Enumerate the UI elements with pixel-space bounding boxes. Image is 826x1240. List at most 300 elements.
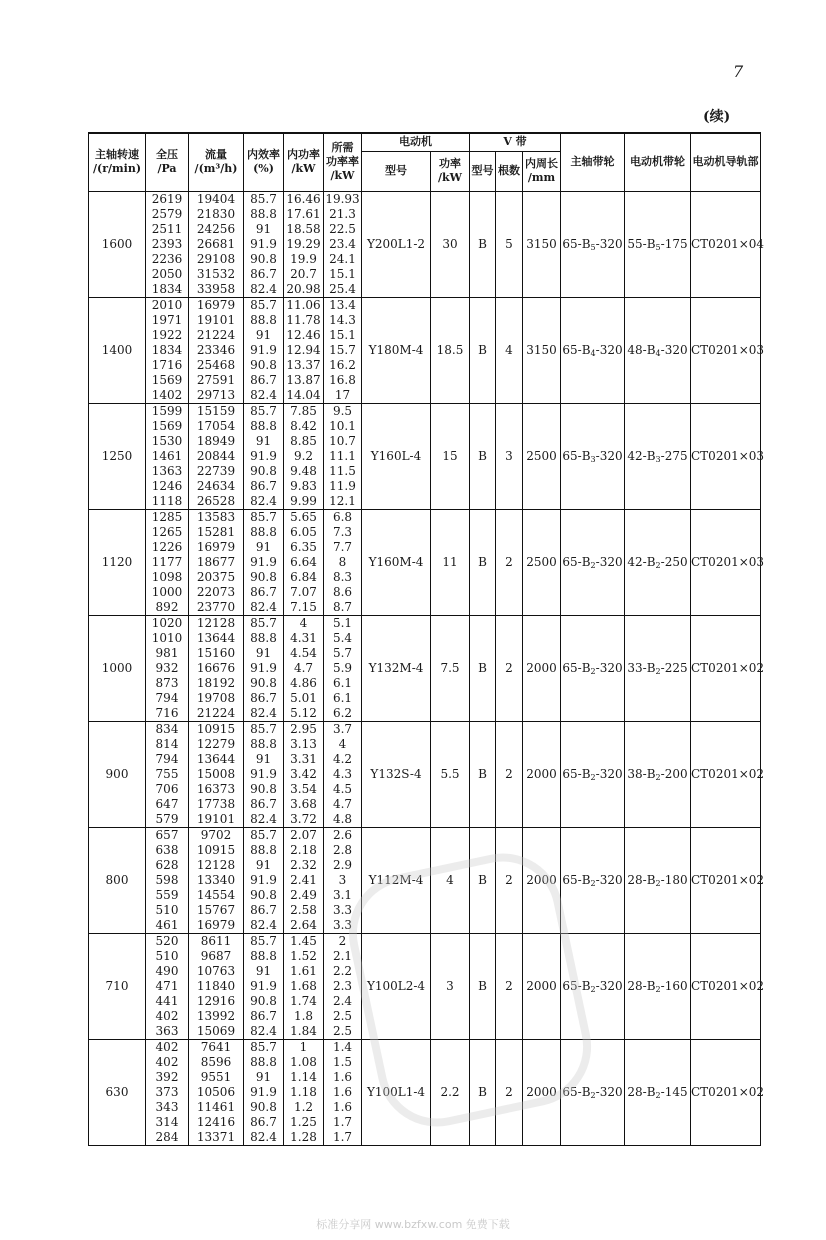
required-power-cell-value: 2.4 — [332, 993, 353, 1008]
required-power-cell-value: 25.4 — [329, 281, 356, 296]
motor-pulley-cell-prefix: 28-B — [627, 978, 656, 993]
flow-cell — [189, 191, 244, 297]
spindle-pulley-cell-prefix: 65-B — [562, 872, 591, 887]
flow-cell-value: 15008 — [196, 766, 236, 781]
internal-power-cell-value: 13.37 — [286, 357, 321, 372]
required-power-cell-value: 10.1 — [329, 418, 356, 433]
internal-power-cell-value: 1.68 — [290, 978, 317, 993]
flow-cell — [189, 933, 244, 1039]
pressure-cell-value: 471 — [155, 978, 179, 993]
fan-spec-table — [88, 132, 765, 1146]
vbelt-type-cell: B — [470, 1039, 496, 1145]
internal-power-cell — [284, 297, 324, 403]
flow-cell-value: 9551 — [200, 1069, 232, 1084]
vbelt-type-cell: B — [470, 827, 496, 933]
efficiency-cell-value: 88.8 — [250, 1054, 277, 1069]
pressure-cell-value: 402 — [155, 1054, 179, 1069]
pressure-cell — [146, 615, 189, 721]
flow-cell — [189, 1039, 244, 1145]
page-number: 7 — [733, 62, 744, 81]
efficiency-cell — [244, 509, 284, 615]
flow-cell — [189, 721, 244, 827]
table-row — [89, 1039, 761, 1145]
internal-power-cell-value: 20.98 — [286, 281, 321, 296]
flow-cell-value: 13644 — [196, 751, 236, 766]
pressure-cell-value: 1363 — [151, 463, 183, 478]
spindle-pulley-cell-suffix: -320 — [595, 236, 623, 251]
header-pressure: 全压 /Pa — [146, 133, 189, 191]
pressure-cell — [146, 191, 189, 297]
vbelt-type-cell: B — [470, 509, 496, 615]
motor-model-cell: Y112M-4 — [362, 827, 431, 933]
pressure-cell — [146, 721, 189, 827]
vbelt-length-cell: 2500 — [523, 509, 561, 615]
internal-power-cell-value: 6.84 — [290, 569, 317, 584]
header-vbelt-count: 根数 — [496, 151, 523, 191]
required-power-cell-value: 16.8 — [329, 372, 356, 387]
motor-rail-cell: CT0201×04 — [691, 191, 761, 297]
flow-cell-value: 12916 — [196, 993, 236, 1008]
pressure-cell-value: 284 — [155, 1129, 179, 1144]
efficiency-cell-value: 86.7 — [250, 478, 277, 493]
efficiency-cell-value: 82.4 — [250, 387, 277, 402]
spindle-pulley-cell-prefix: 65-B — [562, 554, 591, 569]
efficiency-cell-value: 82.4 — [250, 281, 277, 296]
pressure-cell-value: 402 — [155, 1008, 179, 1023]
internal-power-cell-value: 11.06 — [286, 297, 321, 312]
flow-cell-value: 26681 — [196, 236, 236, 251]
header-internal-power: 内功率 /kW — [284, 133, 324, 191]
required-power-cell-value: 4.5 — [332, 781, 353, 796]
flow-cell — [189, 509, 244, 615]
internal-power-cell-value: 7.07 — [290, 584, 317, 599]
spindle-pulley-cell-suffix: -320 — [595, 766, 623, 781]
pressure-cell-value: 794 — [155, 690, 179, 705]
flow-cell-value: 19708 — [196, 690, 236, 705]
motor-power-cell: 3 — [431, 933, 470, 1039]
required-power-cell-value: 2 — [338, 933, 347, 948]
efficiency-cell — [244, 297, 284, 403]
header-motor-group: 电动机 — [362, 133, 470, 151]
spindle-pulley-cell-subscript: 2 — [590, 560, 596, 570]
flow-cell-value: 16979 — [196, 917, 236, 932]
required-power-cell-value: 22.5 — [329, 221, 356, 236]
flow-cell-value: 10506 — [196, 1084, 236, 1099]
pressure-cell-value: 1971 — [151, 312, 183, 327]
motor-pulley-cell-subscript: 2 — [655, 1090, 661, 1100]
efficiency-cell-value: 82.4 — [250, 811, 277, 826]
pressure-cell-value: 638 — [155, 842, 179, 857]
spindle-pulley-cell-subscript: 2 — [590, 1090, 596, 1100]
spindle-pulley-cell — [561, 827, 625, 933]
flow-cell-value: 22739 — [196, 463, 236, 478]
motor-power-cell: 7.5 — [431, 615, 470, 721]
internal-power-cell-value: 3.68 — [290, 796, 317, 811]
flow-cell-value: 24634 — [196, 478, 236, 493]
spindle-pulley-cell-suffix: -320 — [595, 978, 623, 993]
spindle-speed-cell: 1250 — [89, 403, 146, 509]
pressure-cell-value: 2050 — [151, 266, 183, 281]
motor-power-cell: 15 — [431, 403, 470, 509]
flow-cell-value: 12128 — [196, 615, 236, 630]
required-power-cell-value: 21.3 — [329, 206, 356, 221]
internal-power-cell-value: 7.15 — [290, 599, 317, 614]
required-power-cell — [324, 509, 362, 615]
vbelt-count-cell: 2 — [496, 615, 523, 721]
efficiency-cell-value: 91 — [255, 645, 272, 660]
spindle-speed-cell: 710 — [89, 933, 146, 1039]
required-power-cell-value: 1.4 — [332, 1039, 353, 1054]
motor-pulley-cell-suffix: -175 — [660, 236, 688, 251]
pressure-cell-value: 392 — [155, 1069, 179, 1084]
table-row — [89, 403, 761, 509]
efficiency-cell-value: 85.7 — [250, 509, 277, 524]
required-power-cell-value: 16.2 — [329, 357, 356, 372]
header-motor-power: 功率 /kW — [431, 151, 470, 191]
spindle-speed-cell: 1120 — [89, 509, 146, 615]
internal-power-cell-value: 1.25 — [290, 1114, 317, 1129]
pressure-cell-value: 1226 — [151, 539, 183, 554]
required-power-cell-value: 11.1 — [329, 448, 356, 463]
efficiency-cell-value: 91.9 — [250, 872, 277, 887]
pressure-cell-value: 1569 — [151, 418, 183, 433]
pressure-cell-value: 981 — [155, 645, 179, 660]
internal-power-cell-value: 17.61 — [286, 206, 321, 221]
required-power-cell-value: 6.8 — [332, 509, 353, 524]
spindle-pulley-cell — [561, 615, 625, 721]
efficiency-cell-value: 90.8 — [250, 993, 277, 1008]
motor-pulley-cell — [625, 1039, 691, 1145]
efficiency-cell-value: 85.7 — [250, 933, 277, 948]
motor-rail-cell: CT0201×03 — [691, 403, 761, 509]
efficiency-cell-value: 85.7 — [250, 827, 277, 842]
required-power-cell-value: 7.7 — [332, 539, 353, 554]
pressure-cell-value: 441 — [155, 993, 179, 1008]
flow-cell-value: 17054 — [196, 418, 236, 433]
efficiency-cell-value: 86.7 — [250, 902, 277, 917]
internal-power-cell — [284, 191, 324, 297]
efficiency-cell-value: 91.9 — [250, 342, 277, 357]
efficiency-cell-value: 90.8 — [250, 781, 277, 796]
spindle-speed-cell: 1600 — [89, 191, 146, 297]
required-power-cell-value: 4.3 — [332, 766, 353, 781]
required-power-cell-value: 15.1 — [329, 327, 356, 342]
internal-power-cell-value: 2.07 — [290, 827, 317, 842]
flow-cell-value: 9687 — [200, 948, 232, 963]
required-power-cell-value: 11.5 — [329, 463, 356, 478]
pressure-cell-value: 1000 — [151, 584, 183, 599]
spindle-speed-cell: 1400 — [89, 297, 146, 403]
motor-power-cell: 4 — [431, 827, 470, 933]
efficiency-cell-value: 82.4 — [250, 917, 277, 932]
efficiency-cell-value: 91.9 — [250, 554, 277, 569]
flow-cell-value: 8611 — [200, 933, 232, 948]
required-power-cell-value: 12.1 — [329, 493, 356, 508]
internal-power-cell — [284, 403, 324, 509]
efficiency-cell-value: 91 — [255, 963, 272, 978]
flow-cell-value: 33958 — [196, 281, 236, 296]
flow-cell-value: 9702 — [200, 827, 232, 842]
spindle-pulley-cell-subscript: 5 — [590, 242, 596, 252]
internal-power-cell-value: 9.99 — [290, 493, 317, 508]
pressure-cell-value: 579 — [155, 811, 179, 826]
internal-power-cell-value: 4 — [299, 615, 308, 630]
flow-cell-value: 19101 — [196, 811, 236, 826]
efficiency-cell-value: 91 — [255, 433, 272, 448]
efficiency-cell — [244, 403, 284, 509]
spindle-pulley-cell-prefix: 65-B — [562, 766, 591, 781]
spindle-pulley-cell-suffix: -320 — [595, 554, 623, 569]
pressure-cell-value: 1285 — [151, 509, 183, 524]
table-body — [89, 191, 765, 1145]
motor-rail-cell: CT0201×02 — [691, 721, 761, 827]
internal-power-cell-value: 1.14 — [290, 1069, 317, 1084]
continued-label: (续) — [703, 109, 731, 125]
internal-power-cell-value: 2.32 — [290, 857, 317, 872]
required-power-cell-value: 8.3 — [332, 569, 353, 584]
internal-power-cell-value: 4.31 — [290, 630, 317, 645]
table-row — [89, 827, 761, 933]
spindle-pulley-cell-subscript: 2 — [590, 878, 596, 888]
flow-cell-value: 13992 — [196, 1008, 236, 1023]
internal-power-cell-value: 13.87 — [286, 372, 321, 387]
motor-model-cell: Y200L1-2 — [362, 191, 431, 297]
internal-power-cell-value: 3.54 — [290, 781, 317, 796]
internal-power-cell-value: 6.35 — [290, 539, 317, 554]
efficiency-cell-value: 86.7 — [250, 266, 277, 281]
internal-power-cell — [284, 615, 324, 721]
efficiency-cell-value: 86.7 — [250, 584, 277, 599]
efficiency-cell-value: 85.7 — [250, 297, 277, 312]
flow-cell-value: 16373 — [196, 781, 236, 796]
vbelt-length-cell: 2000 — [523, 933, 561, 1039]
required-power-cell-value: 1.6 — [332, 1069, 353, 1084]
internal-power-cell-value: 18.58 — [286, 221, 321, 236]
internal-power-cell-value: 2.95 — [290, 721, 317, 736]
internal-power-cell-value: 3.13 — [290, 736, 317, 751]
efficiency-cell-value: 85.7 — [250, 191, 277, 206]
internal-power-cell-value: 4.7 — [293, 660, 314, 675]
vbelt-count-cell: 5 — [496, 191, 523, 297]
pressure-cell-value: 647 — [155, 796, 179, 811]
header-vbelt-length: 内周长 /mm — [523, 151, 561, 191]
flow-cell-value: 23770 — [196, 599, 236, 614]
required-power-cell-value: 4 — [338, 736, 347, 751]
pressure-cell-value: 1716 — [151, 357, 183, 372]
efficiency-cell — [244, 1039, 284, 1145]
pressure-cell — [146, 403, 189, 509]
spindle-pulley-cell-prefix: 65-B — [562, 660, 591, 675]
required-power-cell — [324, 721, 362, 827]
internal-power-cell-value: 1.18 — [290, 1084, 317, 1099]
pressure-cell-value: 314 — [155, 1114, 179, 1129]
efficiency-cell-value: 88.8 — [250, 948, 277, 963]
flow-cell-value: 12128 — [196, 857, 236, 872]
flow-cell-value: 19404 — [196, 191, 236, 206]
flow-cell-value: 11840 — [196, 978, 236, 993]
required-power-cell-value: 6.1 — [332, 690, 353, 705]
motor-pulley-cell — [625, 297, 691, 403]
internal-power-cell-value: 7.85 — [290, 403, 317, 418]
internal-power-cell-value: 6.64 — [290, 554, 317, 569]
efficiency-cell-value: 85.7 — [250, 403, 277, 418]
flow-cell-value: 18192 — [196, 675, 236, 690]
internal-power-cell-value: 14.04 — [286, 387, 321, 402]
vbelt-count-cell: 4 — [496, 297, 523, 403]
required-power-cell-value: 2.5 — [332, 1008, 353, 1023]
motor-pulley-cell-subscript: 5 — [655, 242, 661, 252]
internal-power-cell-value: 2.64 — [290, 917, 317, 932]
motor-pulley-cell-suffix: -250 — [660, 554, 688, 569]
pressure-cell-value: 363 — [155, 1023, 179, 1038]
motor-pulley-cell-prefix: 48-B — [627, 342, 656, 357]
spindle-pulley-cell-subscript: 3 — [590, 454, 596, 464]
efficiency-cell-value: 91 — [255, 539, 272, 554]
efficiency-cell-value: 88.8 — [250, 736, 277, 751]
internal-power-cell-value: 9.2 — [293, 448, 314, 463]
header-motor-model: 型号 — [362, 151, 431, 191]
efficiency-cell-value: 91 — [255, 857, 272, 872]
required-power-cell-value: 2.5 — [332, 1023, 353, 1038]
internal-power-cell-value: 2.18 — [290, 842, 317, 857]
flow-cell-value: 21224 — [196, 705, 236, 720]
pressure-cell-value: 2236 — [151, 251, 183, 266]
efficiency-cell-value: 82.4 — [250, 1023, 277, 1038]
internal-power-cell-value: 1.84 — [290, 1023, 317, 1038]
pressure-cell-value: 520 — [155, 933, 179, 948]
vbelt-length-cell: 2000 — [523, 615, 561, 721]
pressure-cell-value: 343 — [155, 1099, 179, 1114]
flow-cell-value: 31532 — [196, 266, 236, 281]
required-power-cell-value: 5.1 — [332, 615, 353, 630]
table-row — [89, 721, 761, 827]
efficiency-cell — [244, 615, 284, 721]
spindle-pulley-cell — [561, 403, 625, 509]
flow-cell-value: 16979 — [196, 297, 236, 312]
motor-pulley-cell-subscript: 2 — [655, 984, 661, 994]
pressure-cell — [146, 297, 189, 403]
motor-model-cell: Y100L1-4 — [362, 1039, 431, 1145]
efficiency-cell — [244, 827, 284, 933]
pressure-cell-value: 1177 — [151, 554, 183, 569]
motor-pulley-cell-prefix: 42-B — [627, 448, 656, 463]
flow-cell-value: 13644 — [196, 630, 236, 645]
motor-pulley-cell-suffix: -275 — [660, 448, 688, 463]
vbelt-type-cell: B — [470, 297, 496, 403]
efficiency-cell-value: 86.7 — [250, 796, 277, 811]
motor-power-cell: 30 — [431, 191, 470, 297]
flow-cell-value: 15160 — [196, 645, 236, 660]
flow-cell-value: 24256 — [196, 221, 236, 236]
flow-cell-value: 10915 — [196, 842, 236, 857]
flow-cell-value: 25468 — [196, 357, 236, 372]
internal-power-cell-value: 4.86 — [290, 675, 317, 690]
efficiency-cell-value: 90.8 — [250, 251, 277, 266]
motor-rail-cell: CT0201×02 — [691, 615, 761, 721]
internal-power-cell-value: 6.05 — [290, 524, 317, 539]
required-power-cell-value: 6.2 — [332, 705, 353, 720]
motor-power-cell: 11 — [431, 509, 470, 615]
internal-power-cell-value: 5.12 — [290, 705, 317, 720]
vbelt-count-cell: 2 — [496, 827, 523, 933]
efficiency-cell — [244, 933, 284, 1039]
header-vbelt-type: 型号 — [470, 151, 496, 191]
pressure-cell-value: 1834 — [151, 342, 183, 357]
internal-power-cell — [284, 721, 324, 827]
efficiency-cell-value: 90.8 — [250, 887, 277, 902]
required-power-cell-value: 7.3 — [332, 524, 353, 539]
motor-pulley-cell-suffix: -200 — [660, 766, 688, 781]
pressure-cell-value: 814 — [155, 736, 179, 751]
motor-rail-cell: CT0201×03 — [691, 297, 761, 403]
header-efficiency: 内效率 (%) — [244, 133, 284, 191]
flow-cell-value: 29108 — [196, 251, 236, 266]
efficiency-cell-value: 91 — [255, 221, 272, 236]
vbelt-count-cell: 2 — [496, 933, 523, 1039]
efficiency-cell-value: 90.8 — [250, 569, 277, 584]
required-power-cell-value: 8 — [338, 554, 347, 569]
internal-power-cell-value: 1 — [299, 1039, 308, 1054]
vbelt-type-cell: B — [470, 403, 496, 509]
spindle-pulley-cell-suffix: -320 — [595, 872, 623, 887]
motor-model-cell: Y160M-4 — [362, 509, 431, 615]
flow-cell-value: 29713 — [196, 387, 236, 402]
pressure-cell-value: 873 — [155, 675, 179, 690]
pressure-cell-value: 1530 — [151, 433, 183, 448]
pressure-cell-value: 2579 — [151, 206, 183, 221]
motor-pulley-cell-prefix: 28-B — [627, 1084, 656, 1099]
pressure-cell-value: 1246 — [151, 478, 183, 493]
efficiency-cell-value: 91 — [255, 327, 272, 342]
vbelt-count-cell: 3 — [496, 403, 523, 509]
efficiency-cell-value: 91.9 — [250, 1084, 277, 1099]
motor-pulley-cell — [625, 191, 691, 297]
spindle-pulley-cell-suffix: -320 — [595, 660, 623, 675]
motor-pulley-cell-prefix: 38-B — [627, 766, 656, 781]
pressure-cell-value: 1010 — [151, 630, 183, 645]
efficiency-cell-value: 91.9 — [250, 766, 277, 781]
efficiency-cell-value: 82.4 — [250, 599, 277, 614]
pressure-cell-value: 834 — [155, 721, 179, 736]
efficiency-cell-value: 91.9 — [250, 448, 277, 463]
pressure-cell-value: 932 — [155, 660, 179, 675]
efficiency-cell-value: 91.9 — [250, 236, 277, 251]
motor-pulley-cell-prefix: 55-B — [627, 236, 656, 251]
vbelt-type-cell: B — [470, 191, 496, 297]
vbelt-type-cell: B — [470, 933, 496, 1039]
flow-cell-value: 16979 — [196, 539, 236, 554]
pressure-cell-value: 490 — [155, 963, 179, 978]
internal-power-cell-value: 5.01 — [290, 690, 317, 705]
required-power-cell-value: 2.6 — [332, 827, 353, 842]
flow-cell-value: 18949 — [196, 433, 236, 448]
motor-power-cell: 5.5 — [431, 721, 470, 827]
vbelt-count-cell: 2 — [496, 1039, 523, 1145]
internal-power-cell-value: 5.65 — [290, 509, 317, 524]
flow-cell-value: 26528 — [196, 493, 236, 508]
required-power-cell — [324, 615, 362, 721]
flow-cell-value: 12279 — [196, 736, 236, 751]
required-power-cell-value: 17 — [334, 387, 351, 402]
internal-power-cell — [284, 509, 324, 615]
motor-pulley-cell — [625, 933, 691, 1039]
motor-power-cell: 18.5 — [431, 297, 470, 403]
pressure-cell-value: 1569 — [151, 372, 183, 387]
flow-cell-value: 20375 — [196, 569, 236, 584]
flow-cell-value: 7641 — [200, 1039, 232, 1054]
internal-power-cell-value: 1.45 — [290, 933, 317, 948]
flow-cell-value: 15281 — [196, 524, 236, 539]
